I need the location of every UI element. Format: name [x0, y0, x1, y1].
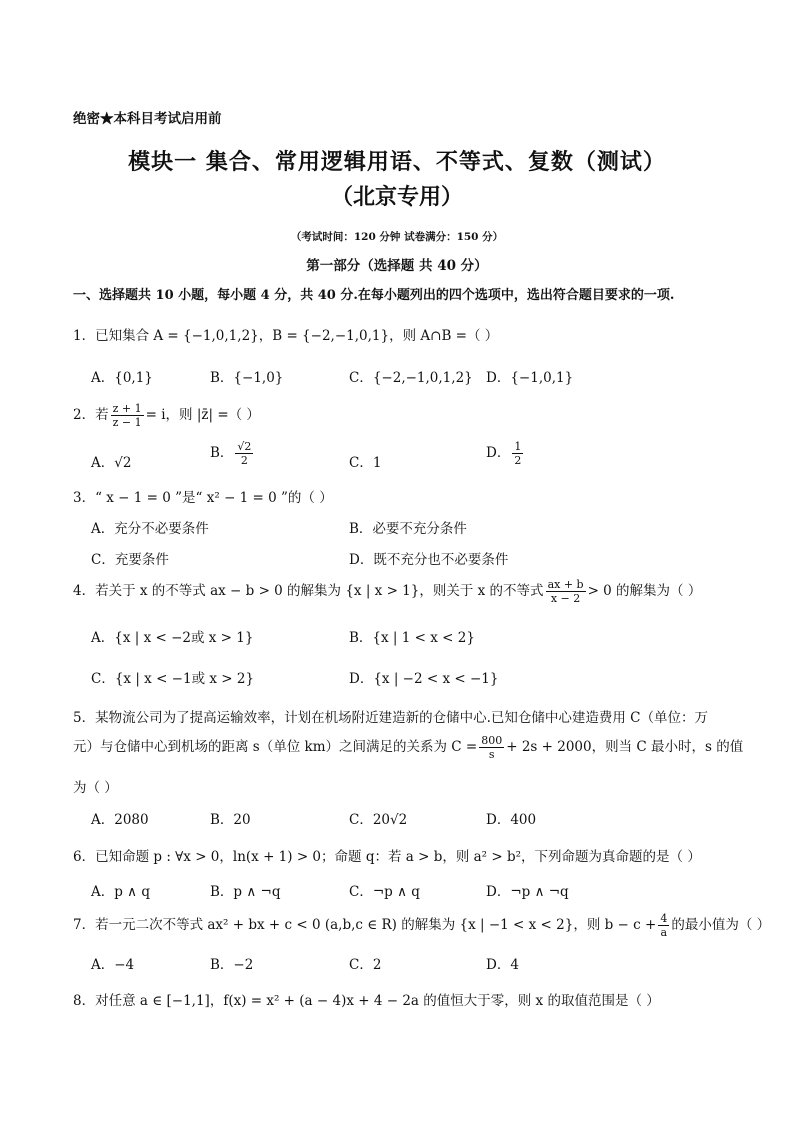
question-8-stem: 8．对任意 a ∈ [−1,1]，f(x) = x² + (a − 4)x + 4 − 2a 的值恒大于零，则 x 的取值范围是（ ） — [73, 993, 660, 1009]
question-5-option-c: C．20√2 — [349, 812, 408, 828]
question-1-option-a: A．{0,1} — [91, 370, 153, 386]
question-5-stem-line-1: 5．某物流公司为了提高运输效率，计划在机场附近建造新的仓储中心.已知仓储中心建造费用 C（单位：万 — [73, 710, 708, 726]
question-2-option-a: A．√2 — [91, 455, 132, 471]
question-7-frac-num: 4 — [660, 912, 668, 925]
question-3-option-b: B．必要不充分条件 — [349, 521, 467, 537]
question-5-frac-den: s — [488, 748, 495, 761]
question-2-option-d-num: 1 — [514, 440, 522, 453]
page-subtitle: （北京专用） — [330, 184, 463, 210]
question-5-option-d: D．400 — [486, 812, 537, 828]
question-7-option-c: C．2 — [349, 957, 382, 973]
question-2-option-b-num: √2 — [237, 440, 252, 453]
question-2-option-d — [486, 440, 525, 467]
question-2-option-d-den: 2 — [514, 454, 522, 467]
question-1-option-c: C．{−2,−1,0,1,2} — [349, 370, 473, 386]
question-2-frac-num: z + 1 — [112, 402, 142, 415]
section-instruction: 一、选择题共 10 小题，每小题 4 分，共 40 分.在每小题列出的四个选项中，选出符合题目要求的一项. — [73, 288, 675, 303]
question-5-stem-line-2-prefix: 元）与仓储中心到机场的距离 s（单位 km）之间满足的关系为 C = — [73, 739, 478, 755]
question-5-stem-line-2-suffix: + 2s + 2000，则当 C 最小时，s 的值 — [506, 739, 744, 755]
question-1-option-b: B．{−1,0} — [210, 370, 284, 386]
exam-info: （考试时间：120 分钟 试卷满分：150 分） — [290, 231, 504, 243]
question-3-option-a: A．充分不必要条件 — [91, 521, 209, 537]
question-5-option-b: B．20 — [210, 812, 251, 828]
question-2-option-b — [210, 440, 255, 467]
question-2-stem-prefix: 2．若 — [73, 407, 109, 423]
question-7-stem-prefix: 7．若一元二次不等式 ax² + bx + c < 0 (a,b,c ∈ R) 的解集为 {x | −1 < x < 2}，则 b − c + — [73, 917, 657, 933]
question-7-option-b: B．−2 — [210, 957, 254, 973]
question-4-option-c: C．{x | x < −1或 x > 2} — [91, 671, 255, 687]
question-6-option-c: C．¬p ∧ q — [349, 884, 420, 900]
question-2-option-b-label: B． — [210, 445, 234, 461]
question-4-option-a: A．{x | x < −2或 x > 1} — [91, 630, 254, 646]
question-5-stem-line-3: 为（ ） — [73, 780, 118, 796]
question-3-option-d: D．既不充分也不必要条件 — [349, 552, 509, 568]
question-2-option-c: C．1 — [349, 455, 382, 471]
question-2-frac-den: z − 1 — [112, 416, 142, 429]
question-4-frac-den: x − 2 — [550, 592, 581, 605]
confidential-label: 绝密★本科目考试启用前 — [73, 111, 222, 127]
question-2-option-b-den: 2 — [240, 454, 248, 467]
question-5-frac-num: 800 — [481, 734, 503, 747]
question-7-frac-den: a — [660, 926, 668, 939]
question-4-stem — [73, 578, 701, 605]
question-6-option-a: A．p ∧ q — [91, 884, 150, 900]
question-6-stem: 6．已知命题 p : ∀x > 0，ln(x + 1) > 0；命题 q：若 a > b，则 a² > b²，下列命题为真命题的是（ ） — [73, 849, 701, 865]
question-1-stem: 1．已知集合 A = {−1,0,1,2}，B = {−2,−1,0,1}，则 A∩B =（ ） — [73, 328, 499, 344]
question-4-option-b: B．{x | 1 < x < 2} — [349, 630, 475, 646]
question-2-stem — [73, 402, 260, 429]
question-2-option-b-fraction — [235, 440, 253, 467]
question-4-stem-suffix: > 0 的解集为（ ） — [587, 583, 702, 599]
question-6-option-d: D．¬p ∧ ¬q — [486, 884, 569, 900]
question-7-stem — [73, 912, 770, 939]
question-3-stem: 3．“ x − 1 = 0 ”是“ x² − 1 = 0 ”的（ ） — [73, 490, 333, 506]
question-3-option-c: C．充要条件 — [91, 552, 169, 568]
question-5-fraction — [479, 734, 504, 761]
question-7-stem-suffix: 的最小值为（ ） — [671, 917, 771, 933]
question-7-fraction — [658, 912, 669, 939]
question-2-option-d-fraction — [512, 440, 523, 467]
question-2-fraction — [111, 402, 144, 429]
question-5-option-a: A．2080 — [91, 812, 149, 828]
question-4-fraction — [546, 578, 586, 605]
question-7-option-d: D．4 — [486, 957, 519, 973]
question-5-stem-line-2 — [73, 734, 743, 761]
question-2-stem-suffix: = i，则 |z̄| =（ ） — [145, 407, 260, 423]
question-1-option-d: D．{−1,0,1} — [486, 370, 574, 386]
question-4-option-d: D．{x | −2 < x < −1} — [349, 671, 499, 687]
page-title: 模块一 集合、常用逻辑用语、不等式、复数（测试） — [128, 149, 666, 175]
question-2-option-d-label: D． — [486, 445, 511, 461]
question-7-option-a: A．−4 — [91, 957, 135, 973]
question-6-option-b: B．p ∧ ¬q — [210, 884, 281, 900]
question-4-frac-num: ax + b — [547, 578, 584, 591]
part-heading: 第一部分（选择题 共 40 分） — [306, 258, 488, 274]
question-4-stem-prefix: 4．若关于 x 的不等式 ax − b > 0 的解集为 {x | x > 1}，则关于 x 的不等式 — [73, 583, 544, 599]
